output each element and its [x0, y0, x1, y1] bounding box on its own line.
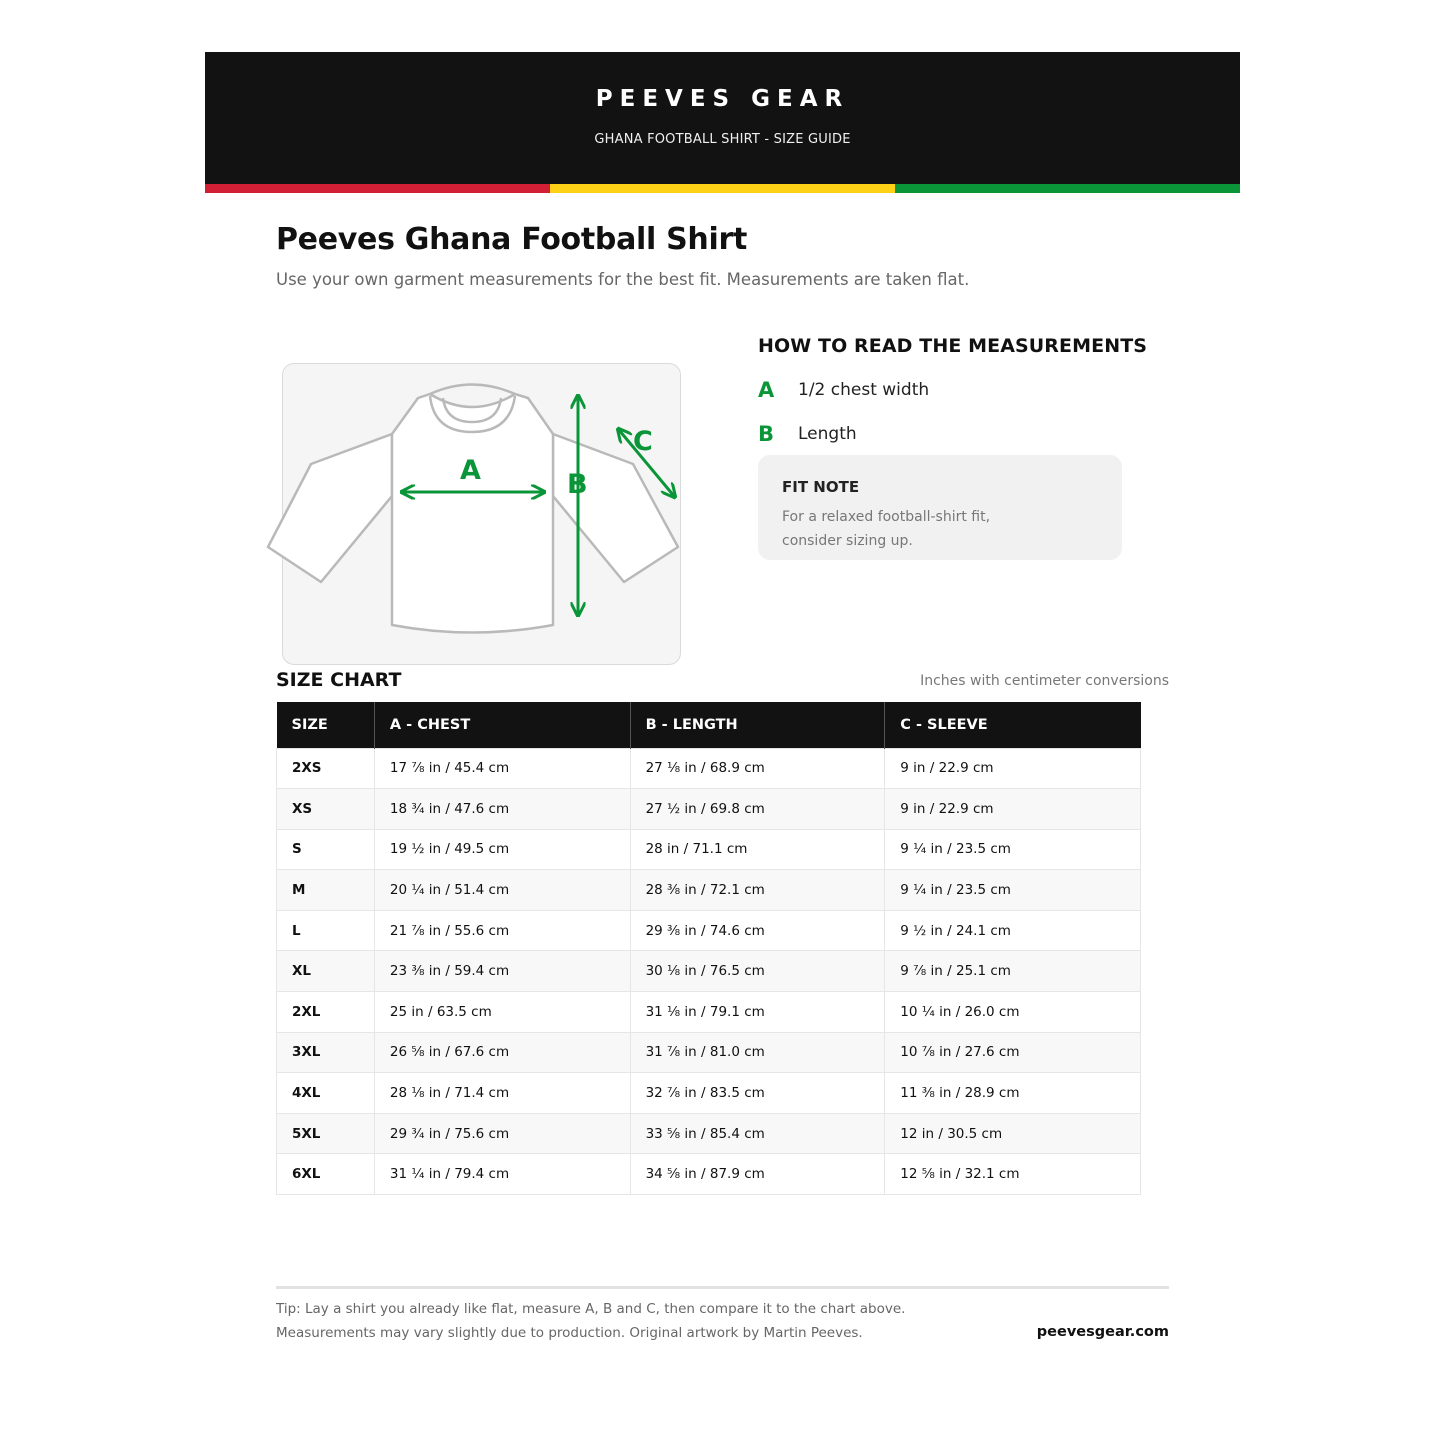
footer-divider: [276, 1286, 1169, 1289]
legend-item-b: [758, 422, 857, 446]
cell-length: 28 ⅜ in / 72.1 cm: [630, 870, 885, 911]
cell-length: 28 in / 71.1 cm: [630, 829, 885, 870]
shirt-outline: [268, 385, 678, 633]
cell-sleeve: 12 in / 30.5 cm: [885, 1113, 1141, 1154]
size-chart-title: SIZE CHART: [276, 669, 402, 691]
cell-sleeve: 9 ¼ in / 23.5 cm: [885, 829, 1141, 870]
cell-chest: 23 ⅜ in / 59.4 cm: [374, 951, 630, 992]
column-header-chest: A - CHEST: [374, 702, 630, 748]
footer-tip: Tip: Lay a shirt you already like flat, measure A, B and C, then compare it to the chart above.: [276, 1301, 906, 1317]
cell-sleeve: 10 ¼ in / 26.0 cm: [885, 992, 1141, 1033]
cell-chest: 26 ⅝ in / 67.6 cm: [374, 1032, 630, 1073]
cell-size: 5XL: [277, 1113, 375, 1154]
size-table: [276, 702, 1141, 1195]
cell-sleeve: 9 ½ in / 24.1 cm: [885, 910, 1141, 951]
cell-length: 27 ⅛ in / 68.9 cm: [630, 748, 885, 789]
cell-sleeve: 11 ⅜ in / 28.9 cm: [885, 1073, 1141, 1114]
cell-size: M: [277, 870, 375, 911]
shirt-diagram: [260, 380, 690, 640]
fit-note-title: FIT NOTE: [782, 478, 860, 496]
table-row: [277, 748, 1141, 789]
legend-text: Length: [798, 424, 857, 444]
column-header-size: SIZE: [277, 702, 375, 748]
cell-chest: 31 ¼ in / 79.4 cm: [374, 1154, 630, 1195]
table-row: [277, 910, 1141, 951]
stripe-green: [895, 184, 1240, 193]
column-header-length: B - LENGTH: [630, 702, 885, 748]
cell-size: XL: [277, 951, 375, 992]
table-row: [277, 829, 1141, 870]
cell-size: 2XS: [277, 748, 375, 789]
page-description: Use your own garment measurements for the best fit. Measurements are taken flat.: [276, 270, 970, 289]
legend-letter: A: [758, 378, 775, 402]
cell-chest: 17 ⅞ in / 45.4 cm: [374, 748, 630, 789]
cell-length: 31 ⅞ in / 81.0 cm: [630, 1032, 885, 1073]
cell-size: L: [277, 910, 375, 951]
cell-sleeve: 9 in / 22.9 cm: [885, 748, 1141, 789]
cell-chest: 18 ¾ in / 47.6 cm: [374, 789, 630, 830]
cell-length: 32 ⅞ in / 83.5 cm: [630, 1073, 885, 1114]
cell-size: 6XL: [277, 1154, 375, 1195]
page-title: Peeves Ghana Football Shirt: [276, 222, 748, 257]
stripe-yellow: [550, 184, 895, 193]
label-a: A: [460, 455, 481, 486]
column-header-sleeve: C - SLEEVE: [885, 702, 1141, 748]
cell-length: 31 ⅛ in / 79.1 cm: [630, 992, 885, 1033]
cell-length: 34 ⅝ in / 87.9 cm: [630, 1154, 885, 1195]
cell-length: 33 ⅝ in / 85.4 cm: [630, 1113, 885, 1154]
cell-chest: 20 ¼ in / 51.4 cm: [374, 870, 630, 911]
label-b: B: [567, 469, 588, 500]
cell-sleeve: 9 ⅞ in / 25.1 cm: [885, 951, 1141, 992]
cell-chest: 29 ¾ in / 75.6 cm: [374, 1113, 630, 1154]
legend-item-a: [758, 378, 929, 402]
cell-length: 29 ⅜ in / 74.6 cm: [630, 910, 885, 951]
cell-sleeve: 9 in / 22.9 cm: [885, 789, 1141, 830]
table-row: [277, 1032, 1141, 1073]
table-row: [277, 951, 1141, 992]
cell-size: 2XL: [277, 992, 375, 1033]
table-row: [277, 870, 1141, 911]
brand-name: PEEVES GEAR: [595, 86, 850, 112]
cell-size: XS: [277, 789, 375, 830]
cell-size: 4XL: [277, 1073, 375, 1114]
size-chart-note: Inches with centimeter conversions: [920, 673, 1169, 689]
legend-text: 1/2 chest width: [798, 380, 930, 400]
table-row: [277, 1073, 1141, 1114]
table-header-row: [277, 702, 1141, 748]
cell-length: 27 ½ in / 69.8 cm: [630, 789, 885, 830]
cell-sleeve: 9 ¼ in / 23.5 cm: [885, 870, 1141, 911]
howto-title: HOW TO READ THE MEASUREMENTS: [758, 335, 1148, 357]
cell-sleeve: 12 ⅝ in / 32.1 cm: [885, 1154, 1141, 1195]
table-row: [277, 1113, 1141, 1154]
flag-stripes: [205, 184, 1240, 193]
cell-chest: 28 ⅛ in / 71.4 cm: [374, 1073, 630, 1114]
site-link[interactable]: peevesgear.com: [1036, 1324, 1169, 1340]
cell-chest: 19 ½ in / 49.5 cm: [374, 829, 630, 870]
fit-note-text: For a relaxed football-shirt fit, consider sizing up.: [782, 509, 991, 549]
label-c: C: [633, 426, 653, 457]
cell-chest: 21 ⅞ in / 55.6 cm: [374, 910, 630, 951]
fit-note: [758, 455, 1122, 560]
table-row: [277, 1154, 1141, 1195]
banner-subtitle: GHANA FOOTBALL SHIRT - SIZE GUIDE: [594, 132, 851, 147]
legend-letter: B: [758, 422, 775, 446]
table-row: [277, 992, 1141, 1033]
footer-disclaimer: Measurements may vary slightly due to production. Original artwork by Martin Peeves.: [276, 1325, 863, 1341]
table-row: [277, 789, 1141, 830]
stripe-red: [205, 184, 550, 193]
cell-sleeve: 10 ⅞ in / 27.6 cm: [885, 1032, 1141, 1073]
header-banner: [205, 52, 1240, 184]
cell-chest: 25 in / 63.5 cm: [374, 992, 630, 1033]
cell-size: S: [277, 829, 375, 870]
cell-size: 3XL: [277, 1032, 375, 1073]
cell-length: 30 ⅛ in / 76.5 cm: [630, 951, 885, 992]
